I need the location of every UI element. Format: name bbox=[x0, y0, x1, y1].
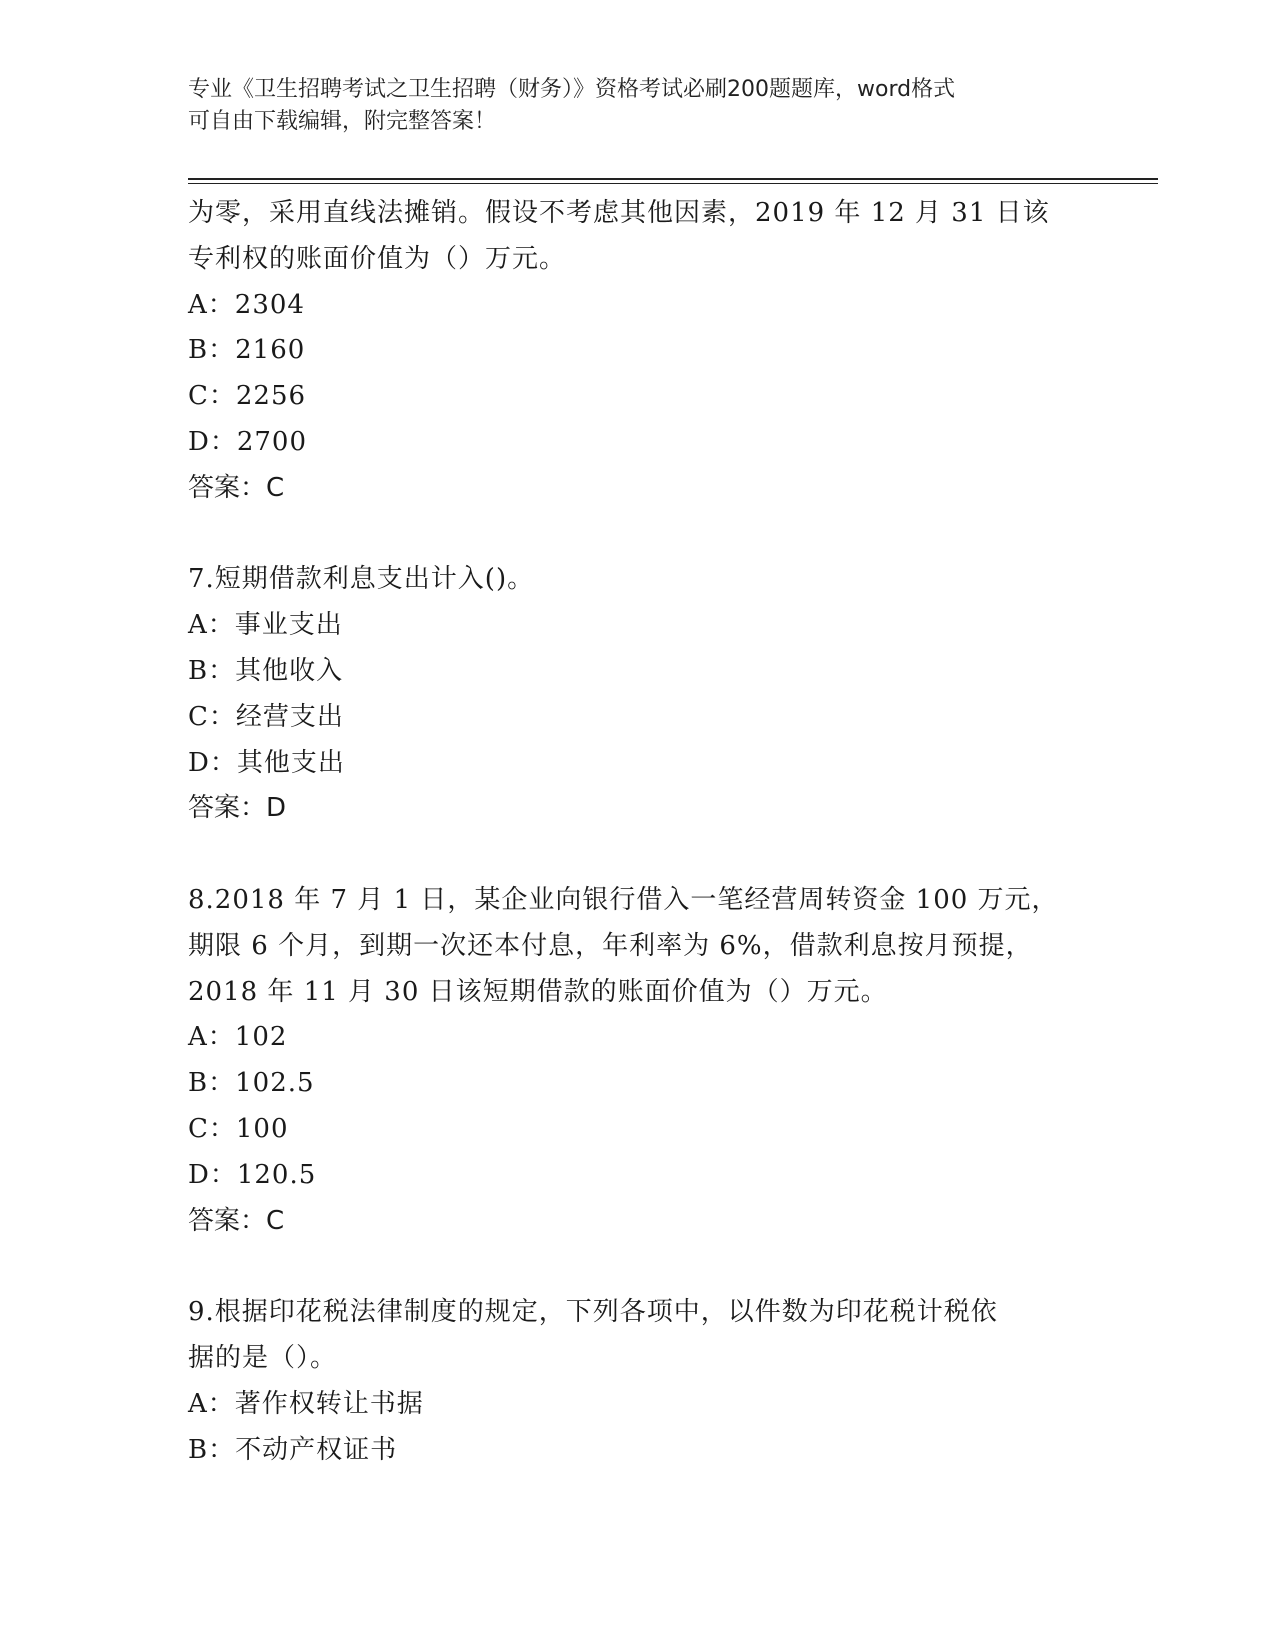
answer-line: 答案：D bbox=[188, 793, 287, 824]
header-divider-thin bbox=[188, 183, 1158, 184]
question-7 bbox=[188, 557, 1088, 832]
option-b: B：不动产权证书 bbox=[188, 1434, 398, 1465]
option-c: C：100 bbox=[188, 1113, 289, 1144]
option-a: A：102 bbox=[188, 1022, 288, 1053]
question-stem: 2018 年 11 月 30 日该短期借款的账面价值为（）万元。 bbox=[188, 976, 888, 1007]
option-d: D：其他支出 bbox=[188, 747, 345, 778]
header-line-1: 专业《卫生招聘考试之卫生招聘（财务）》资格考试必刷200题题库，word格式 bbox=[188, 77, 956, 102]
answer-line: 答案：C bbox=[188, 472, 285, 503]
question-8 bbox=[188, 878, 1088, 1244]
spacer bbox=[188, 512, 1088, 558]
spacer bbox=[188, 1244, 1088, 1290]
answer-line: 答案：C bbox=[188, 1205, 285, 1236]
option-a: A：事业支出 bbox=[188, 610, 343, 641]
question-stem: 据的是（）。 bbox=[188, 1342, 338, 1373]
question-stem: 为零，采用直线法摊销。假设不考虑其他因素，2019 年 12 月 31 日该 bbox=[188, 198, 1050, 228]
option-b: B：其他收入 bbox=[188, 655, 344, 686]
question-stem: 7.短期借款利息支出计入()。 bbox=[188, 564, 535, 595]
question-9 bbox=[188, 1290, 1088, 1473]
question-6 bbox=[188, 191, 1088, 512]
header-line-2: 可自由下载编辑，附完整答案！ bbox=[188, 109, 497, 134]
option-b: B：102.5 bbox=[188, 1068, 315, 1099]
question-stem: 专利权的账面价值为（）万元。 bbox=[188, 243, 567, 274]
question-stem: 9.根据印花税法律制度的规定，下列各项中，以件数为印花税计税依 bbox=[188, 1297, 998, 1328]
spacer bbox=[188, 832, 1088, 878]
option-d: D：120.5 bbox=[188, 1159, 317, 1190]
option-a: A：著作权转让书据 bbox=[188, 1388, 424, 1419]
document-body bbox=[188, 191, 1088, 1473]
option-a: A：2304 bbox=[188, 289, 305, 320]
document-header bbox=[188, 74, 1088, 138]
header-divider-thick bbox=[188, 178, 1158, 180]
option-c: C：2256 bbox=[188, 381, 307, 412]
question-stem: 期限 6 个月，到期一次还本付息，年利率为 6%，借款利息按月预提， bbox=[188, 930, 1033, 961]
option-c: C：经营支出 bbox=[188, 701, 344, 732]
option-b: B：2160 bbox=[188, 335, 306, 366]
question-stem: 8.2018 年 7 月 1 日，某企业向银行借入一笔经营周转资金 100 万元， bbox=[188, 884, 1059, 915]
option-d: D：2700 bbox=[188, 426, 308, 457]
